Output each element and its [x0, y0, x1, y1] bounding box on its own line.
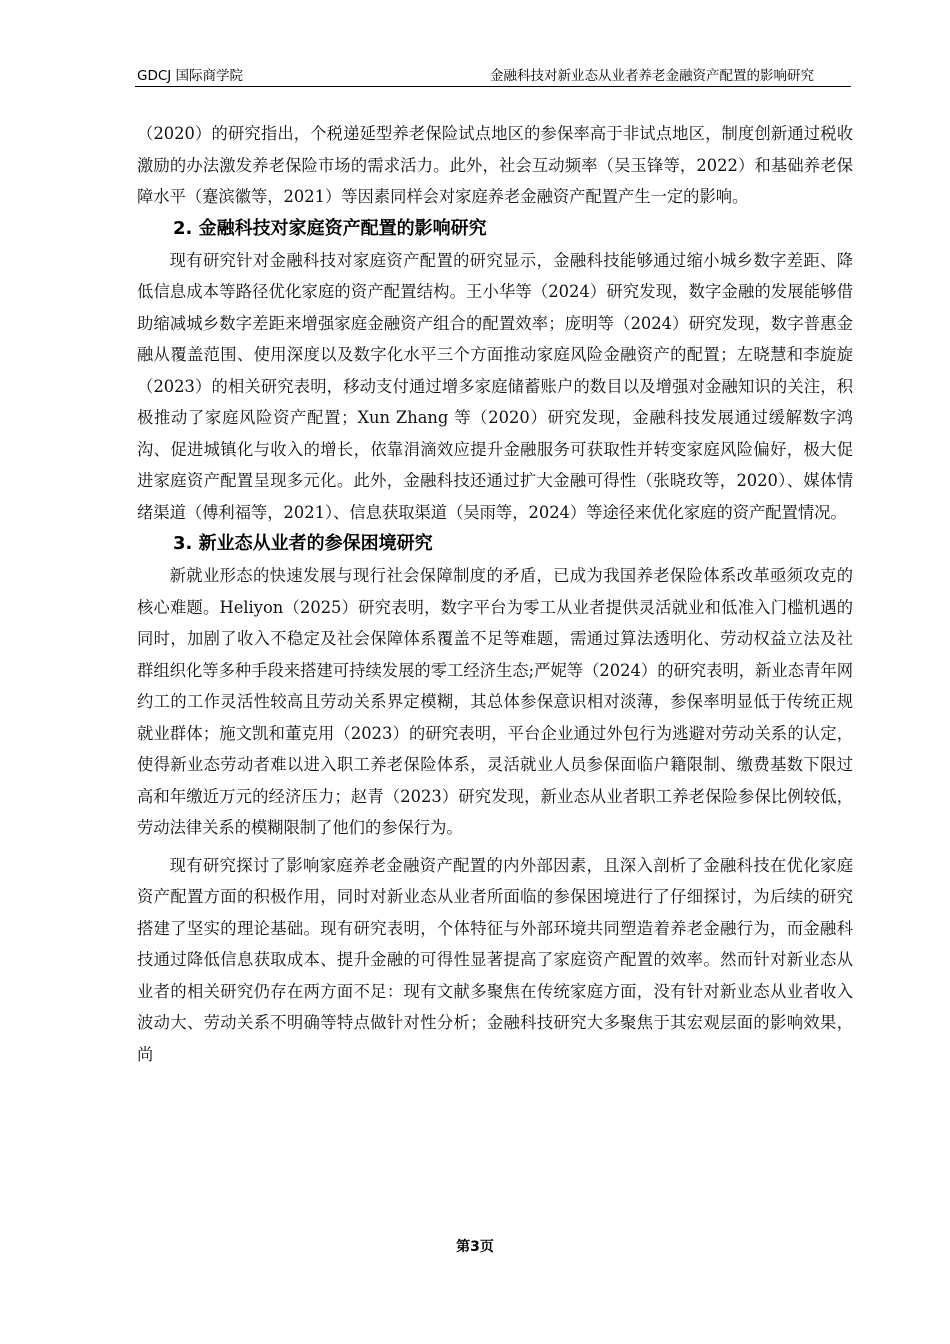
paragraph-continuation: （2020）的研究指出，个税递延型养老保险试点地区的参保率高于非试点地区，制度创新通过税收激励的办法激发养老保险市场的需求活力。此外，社会互动频率（吴玉锋等，2022）和基础养老保障水平（蹇滨徽等，2021）等因素同样会对家庭养老金融资产配置产生一定的影响。	[137, 124, 853, 206]
page-number: 第3页	[456, 1239, 494, 1255]
section-heading-2: 2. 金融科技对家庭资产配置的影响研究	[173, 217, 487, 239]
paragraph-fintech-asset-allocation: 现有研究针对金融科技对家庭资产配置的研究显示，金融科技能够通过缩小城乡数字差距、降低信息成本等路径优化家庭的资产配置结构。王小华等（2024）研究发现，数字金融的发展能够借助缩减城乡数字差距来增强家庭金融资产组合的配置效率；庞明等（2024）研究发现，数字普惠金融从覆盖范围、使用深度以及数字化水平三个方面推动家庭风险金融资产的配置；左晓慧和李旋旋（2023）的相关研究表明，移动支付通过增多家庭储蓄账户的数目以及增强对金融知识的关注，积极推动了家庭风险资产配置；Xun Zhang 等（2020）研究发现，金融科技发展通过缓解数字鸿沟、促进城镇化与收入的增长，依靠涓滴效应提升金融服务可获取性并转变家庭风险偏好，极大促进家庭资产配置呈现多元化。此外，金融科技还通过扩大金融可得性（张晓玫等，2020）、媒体情绪渠道（傅利福等，2021）、信息获取渠道（吴雨等，2024）等途径来优化家庭的资产配置情况。	[137, 250, 853, 522]
paragraph-literature-summary: 现有研究探讨了影响家庭养老金融资产配置的内外部因素，且深入剖析了金融科技在优化家庭资产配置方面的积极作用，同时对新业态从业者所面临的参保困境进行了仔细探讨，为后续的研究搭建了坚实的理论基础。现有研究表明，个体特征与外部环境共同塑造着养老金融行为，而金融科技通过降低信息获取成本、提升金融的可得性显著提高了家庭资产配置的效率。然而针对新业态从业者的相关研究仍存在两方面不足：现有文献多聚焦在传统家庭方面，没有针对新业态从业者收入波动大、劳动关系不明确等特点做针对性分析；金融科技研究大多聚焦于其宏观层面的影响效果，尚	[137, 855, 853, 1064]
section-heading-3: 3. 新业态从业者的参保困境研究	[173, 533, 433, 554]
header-institution: GDCJ 国际商学院	[137, 68, 244, 84]
paragraph-insurance-dilemma: 新就业形态的快速发展与现行社会保障制度的矛盾，已成为我国养老保险体系改革亟须攻克的核心难题。Heliyon（2025）研究表明，数字平台为零工从业者提供灵活就业和低准入门槛机遇的同时，加剧了收入不稳定及社会保障体系覆盖不足等难题，需通过算法透明化、劳动权益立法及社群组织化等多种手段来搭建可持续发展的零工经济生态;严妮等（2024）的研究表明，新业态青年网约工的工作灵活性较高且劳动关系界定模糊，其总体参保意识相对淡薄，参保率明显低于传统正规就业群体；施文凯和董克用（2023）的研究表明，平台企业通过外包行为逃避对劳动关系的认定，使得新业态劳动者难以进入职工养老保险体系，灵活就业人员参保面临户籍限制、缴费基数下限过高和年缴近万元的经济压力；赵青（2023）研究发现，新业态从业者职工养老保险参保比例较低，劳动法律关系的模糊限制了他们的参保行为。	[137, 566, 853, 837]
body-text	[137, 118, 853, 1070]
header-paper-title: 金融科技对新业态从业者养老金融资产配置的影响研究	[490, 68, 814, 84]
header-divider	[135, 86, 851, 87]
